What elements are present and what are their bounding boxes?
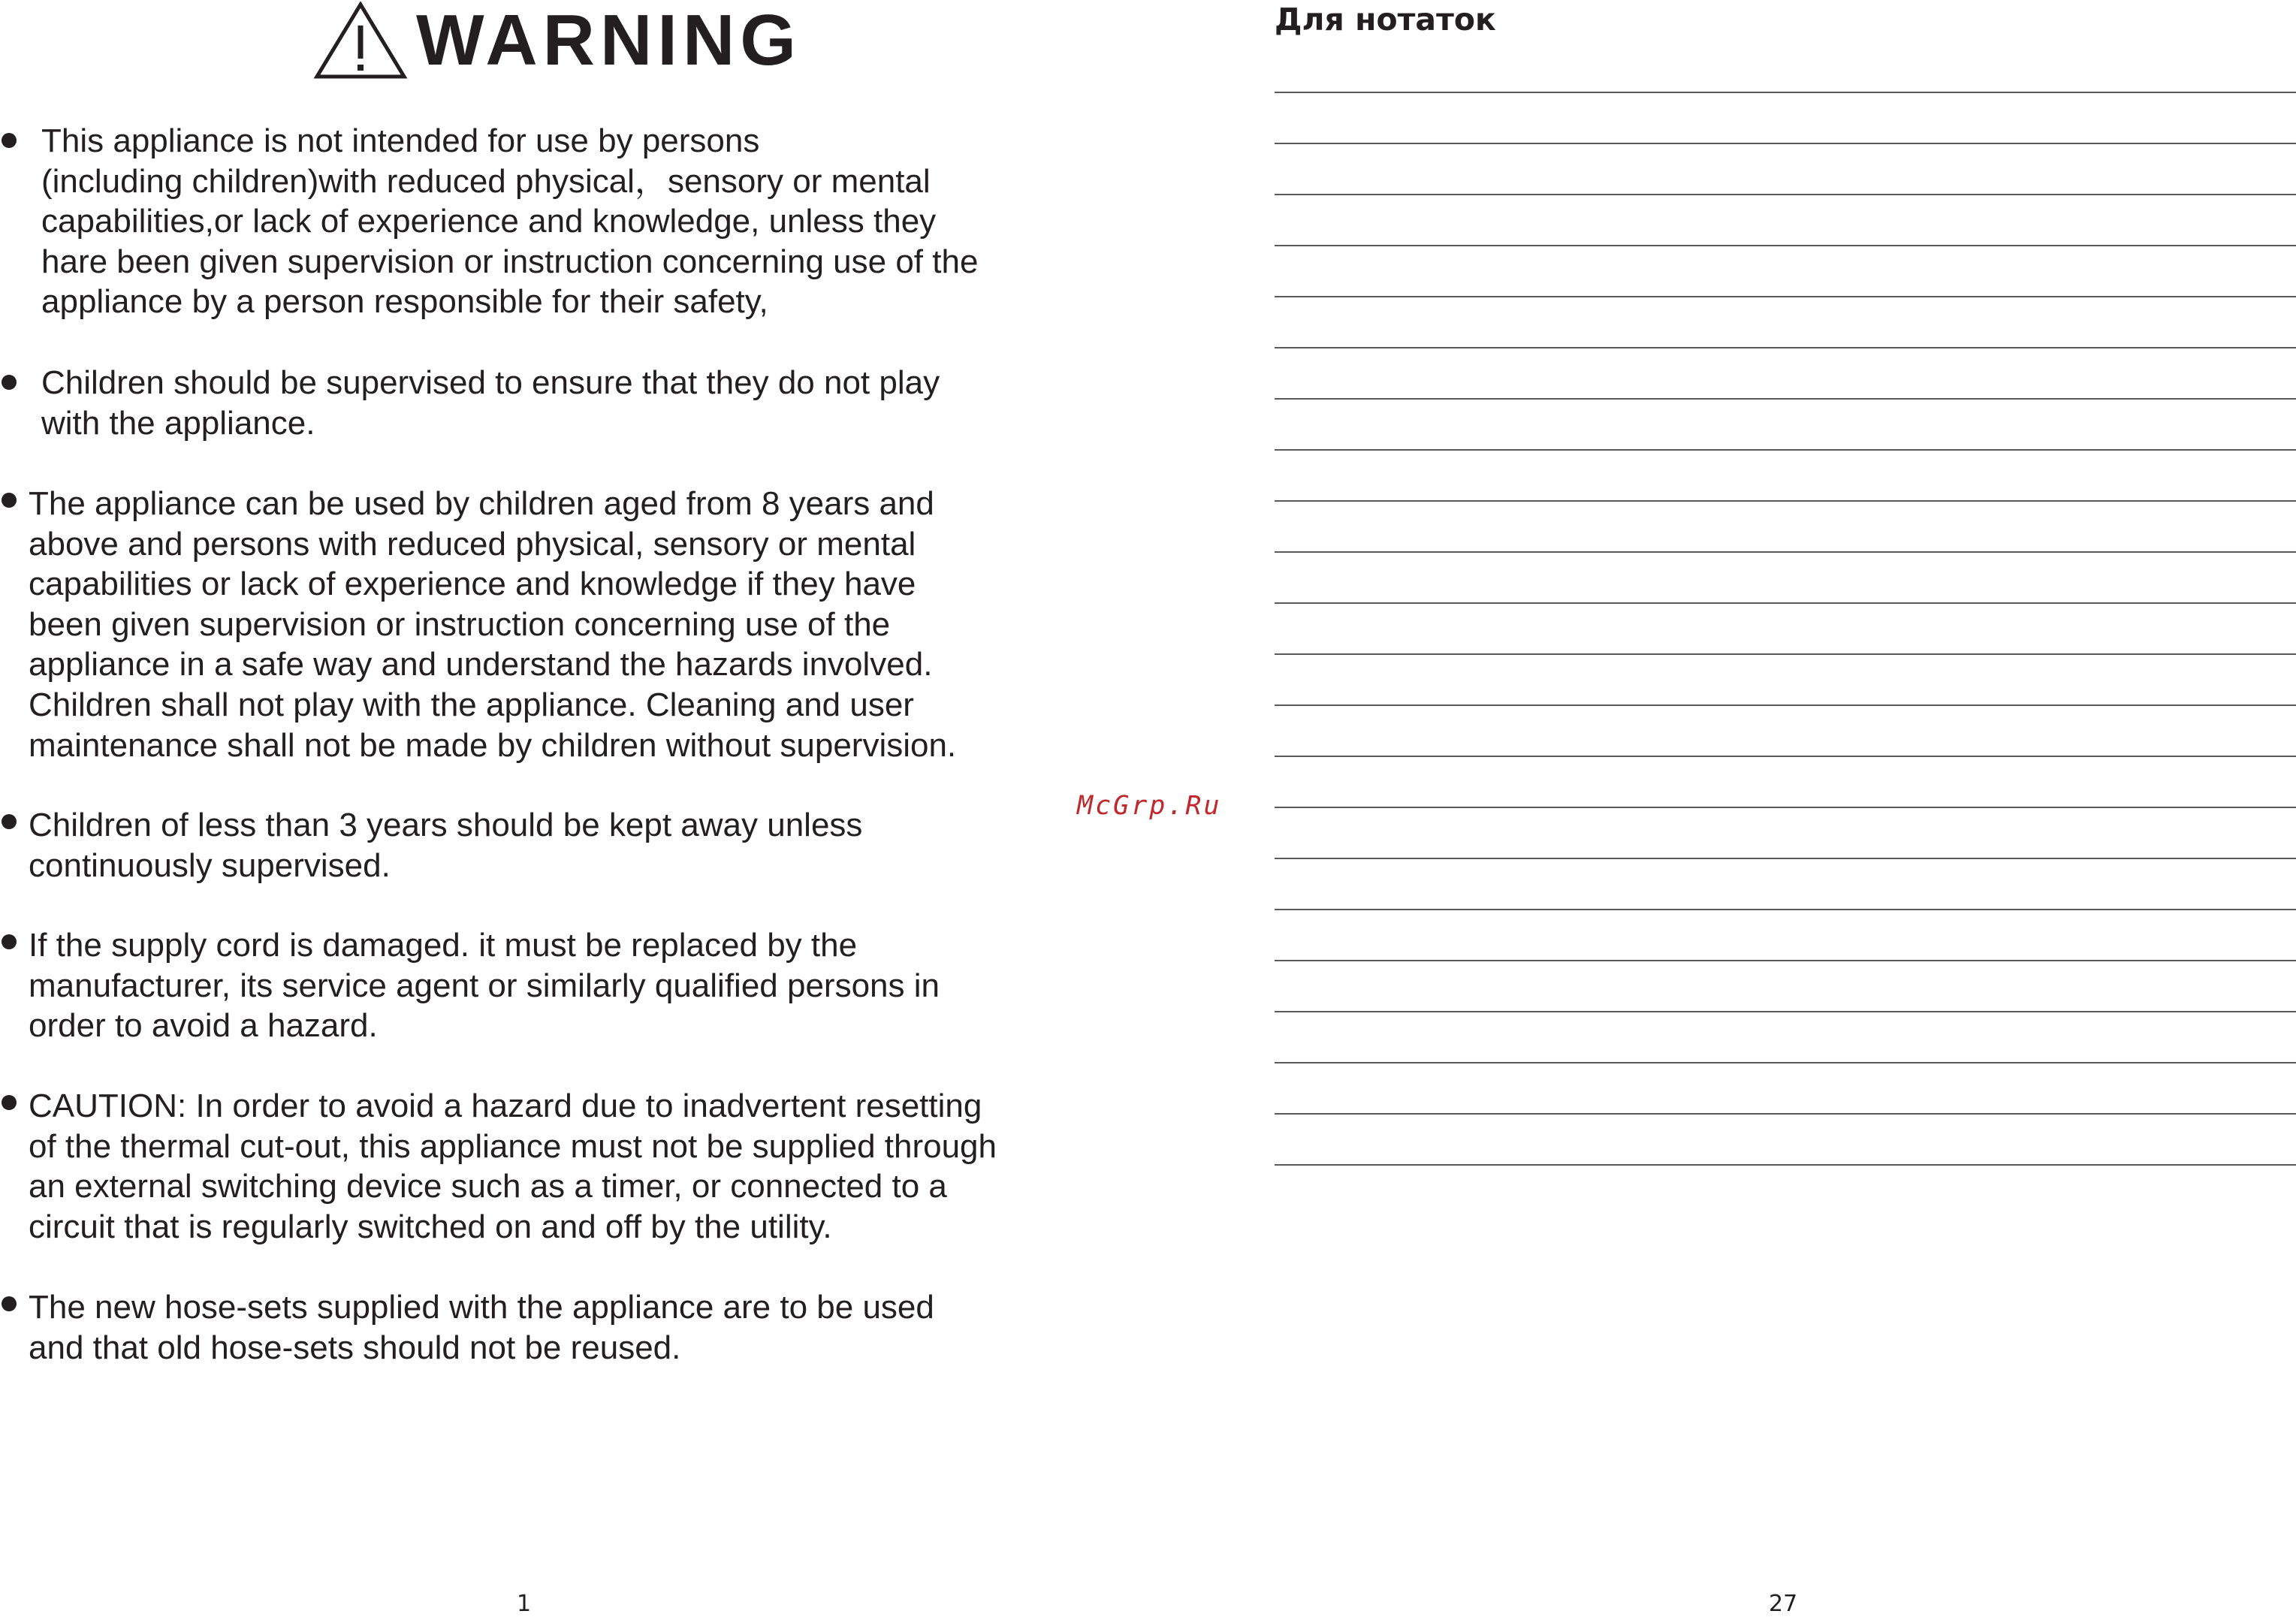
- bullet-dot: [2, 1095, 17, 1110]
- bullet-dot: [2, 493, 17, 508]
- note-line: [1275, 551, 2296, 553]
- page-number-right: 27: [1769, 1591, 1798, 1617]
- note-line: [1275, 858, 2296, 859]
- notes-title: Для нотаток: [1275, 2, 1496, 38]
- note-line: [1275, 347, 2296, 348]
- page-number-left: 1: [517, 1591, 532, 1617]
- note-line: [1275, 143, 2296, 144]
- note-line: [1275, 245, 2296, 246]
- note-line: [1275, 807, 2296, 808]
- bullet-text: If the supply cord is damaged. it must be replaced by the manufacturer, its service agent or similarly qualified persons in order to avoid a hazard.: [29, 927, 940, 1045]
- bullet-dot: [2, 814, 17, 829]
- warning-title: WARNING: [416, 0, 801, 80]
- bullet-text: Children of less than 3 years should be kept away unless continuously supervised.: [29, 807, 863, 884]
- note-line: [1275, 296, 2296, 297]
- note-line: [1275, 1113, 2296, 1115]
- note-line: [1275, 194, 2296, 195]
- bullet-text: The appliance can be used by children aged from 8 years and above and persons with reduced physical, sensory or mental capabilities or lack of experience and knowledge if they have been given supervision or instruction concerning use of the appliance in a safe way and understand the hazards involved. Children shall not play with the appliance. Cleaning and user maintenance shall not be made by children without supervision.: [29, 485, 957, 764]
- watermark-logo: McGrp.Ru: [1077, 791, 1222, 821]
- note-line: [1275, 756, 2296, 757]
- note-line: [1275, 92, 2296, 93]
- note-line: [1275, 960, 2296, 961]
- bullet-dot: [2, 934, 17, 949]
- note-line: [1275, 1062, 2296, 1063]
- bullet-text: This appliance is not intended for use by persons (including children)with reduced physical，sensory or mental capabilities,or lack of experience and knowledge, unless they hare been given supervision or instruction concerning use of the appliance by a person responsible for their safety,: [41, 122, 979, 321]
- note-line: [1275, 500, 2296, 502]
- note-line: [1275, 909, 2296, 910]
- bullet-text: Children should be supervised to ensure that they do not play with the appliance.: [41, 364, 940, 442]
- bullet-text: CAUTION: In order to avoid a hazard due to inadvertent resetting of the thermal cut-out, this appliance must not be supplied through an external switching device such as a timer, or connected to a circuit that is regularly switched on and off by the utility.: [29, 1088, 997, 1245]
- note-line: [1275, 449, 2296, 451]
- note-line: [1275, 704, 2296, 706]
- note-line: [1275, 1011, 2296, 1012]
- note-line: [1275, 602, 2296, 604]
- bullet-dot: [2, 133, 17, 148]
- warning-header: [314, 0, 801, 80]
- warning-triangle-icon: [314, 2, 407, 80]
- note-line: [1275, 1164, 2296, 1166]
- note-line: [1275, 653, 2296, 655]
- bullet-dot: [2, 1296, 17, 1311]
- bullet-text: The new hose-sets supplied with the appliance are to be used and that old hose-sets should not be reused.: [29, 1289, 934, 1366]
- bullet-dot: [2, 375, 17, 390]
- note-line: [1275, 398, 2296, 400]
